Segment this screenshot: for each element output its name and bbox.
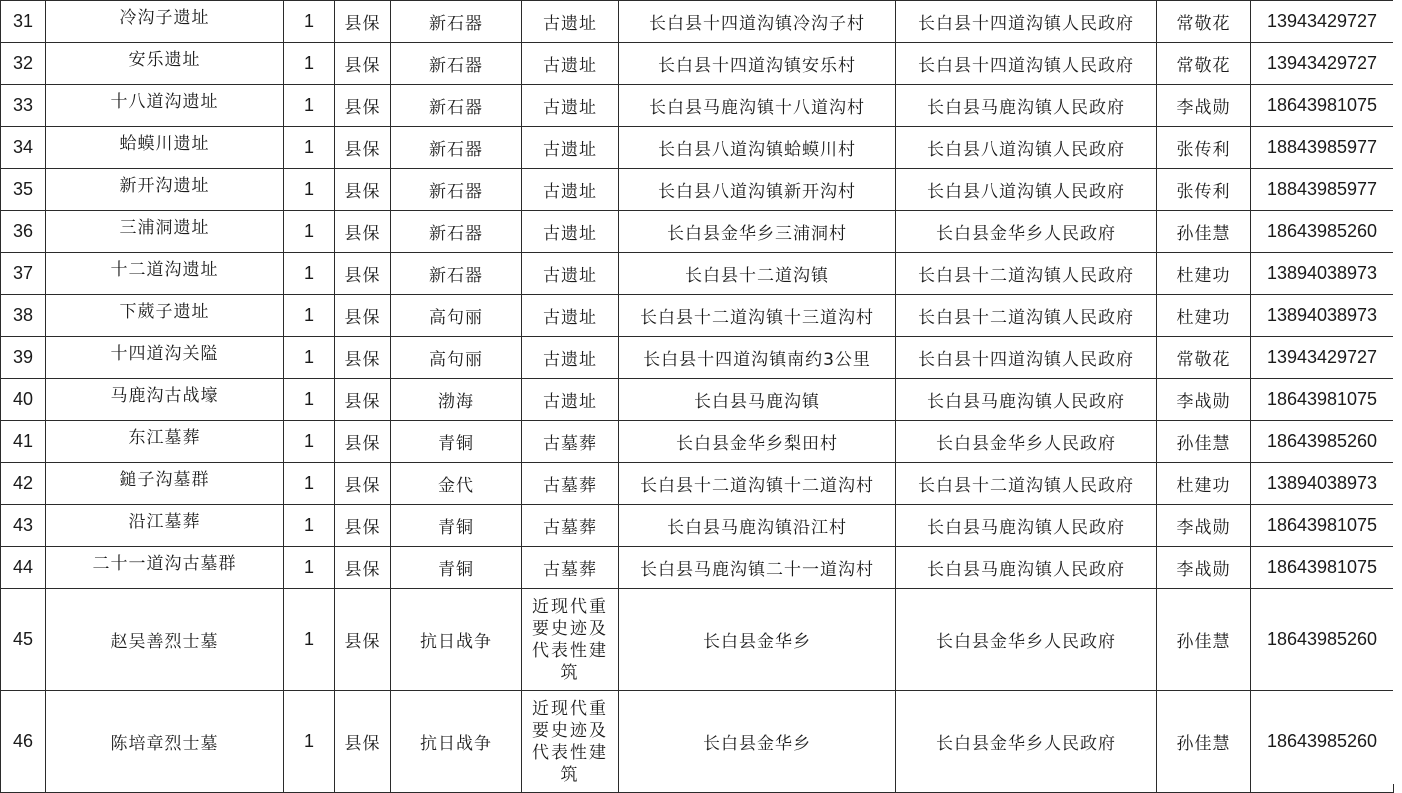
cell-responsible-unit: 长白县马鹿沟镇人民政府 bbox=[896, 379, 1157, 421]
cell-number: 37 bbox=[1, 253, 46, 295]
cell-location: 长白县马鹿沟镇 bbox=[619, 379, 896, 421]
cell-contact-person: 常敬花 bbox=[1157, 43, 1251, 85]
cell-era: 新石器 bbox=[391, 127, 522, 169]
cell-protection-level: 县保 bbox=[335, 295, 391, 337]
table-row bbox=[1, 547, 1394, 589]
cell-responsible-unit: 长白县金华乡人民政府 bbox=[896, 211, 1157, 253]
cell-site-name: 蛤蟆川遗址 bbox=[46, 127, 284, 169]
cell-number: 34 bbox=[1, 127, 46, 169]
cell-contact-person: 李战勋 bbox=[1157, 505, 1251, 547]
cell-location: 长白县金华乡 bbox=[619, 691, 896, 793]
cell-site-name: 东江墓葬 bbox=[46, 421, 284, 463]
cell-contact-person: 孙佳慧 bbox=[1157, 211, 1251, 253]
cell-phone: 13943429727 bbox=[1251, 337, 1394, 379]
cell-protection-level: 县保 bbox=[335, 169, 391, 211]
cell-category: 近现代重要史迹及代表性建筑 bbox=[522, 691, 619, 793]
cell-responsible-unit: 长白县八道沟镇人民政府 bbox=[896, 169, 1157, 211]
cell-count: 1 bbox=[284, 295, 335, 337]
cell-phone: 18843985977 bbox=[1251, 169, 1394, 211]
cell-era: 新石器 bbox=[391, 43, 522, 85]
cell-site-name: 二十一道沟古墓群 bbox=[46, 547, 284, 589]
cell-era: 渤海 bbox=[391, 379, 522, 421]
cell-count: 1 bbox=[284, 1, 335, 43]
cell-count: 1 bbox=[284, 169, 335, 211]
cell-site-name: 三浦洞遗址 bbox=[46, 211, 284, 253]
cell-location: 长白县十二道沟镇十三道沟村 bbox=[619, 295, 896, 337]
cell-era: 新石器 bbox=[391, 211, 522, 253]
cell-protection-level: 县保 bbox=[335, 43, 391, 85]
cell-site-name: 赵吴善烈士墓 bbox=[46, 589, 284, 691]
cell-category: 古遗址 bbox=[522, 253, 619, 295]
cell-phone: 18643981075 bbox=[1251, 505, 1394, 547]
table-row bbox=[1, 295, 1394, 337]
cell-protection-level: 县保 bbox=[335, 463, 391, 505]
cell-era: 高句丽 bbox=[391, 295, 522, 337]
cell-location: 长白县十二道沟镇 bbox=[619, 253, 896, 295]
cell-category: 古墓葬 bbox=[522, 463, 619, 505]
cell-category: 古墓葬 bbox=[522, 547, 619, 589]
cell-category: 古遗址 bbox=[522, 379, 619, 421]
table-row bbox=[1, 421, 1394, 463]
cell-category: 古墓葬 bbox=[522, 421, 619, 463]
cell-responsible-unit: 长白县十二道沟镇人民政府 bbox=[896, 295, 1157, 337]
cell-protection-level: 县保 bbox=[335, 589, 391, 691]
cell-category: 古遗址 bbox=[522, 211, 619, 253]
cell-protection-level: 县保 bbox=[335, 691, 391, 793]
cell-era: 青铜 bbox=[391, 547, 522, 589]
cell-protection-level: 县保 bbox=[335, 1, 391, 43]
cell-protection-level: 县保 bbox=[335, 421, 391, 463]
cell-responsible-unit: 长白县金华乡人民政府 bbox=[896, 421, 1157, 463]
cell-protection-level: 县保 bbox=[335, 505, 391, 547]
cell-contact-person: 常敬花 bbox=[1157, 337, 1251, 379]
cell-location: 长白县十四道沟镇安乐村 bbox=[619, 43, 896, 85]
table-row bbox=[1, 169, 1394, 211]
cell-count: 1 bbox=[284, 589, 335, 691]
cell-phone: 13894038973 bbox=[1251, 253, 1394, 295]
cell-category: 古遗址 bbox=[522, 127, 619, 169]
cell-site-name: 十二道沟遗址 bbox=[46, 253, 284, 295]
cell-category: 古遗址 bbox=[522, 337, 619, 379]
cell-number: 43 bbox=[1, 505, 46, 547]
cell-contact-person: 杜建功 bbox=[1157, 295, 1251, 337]
cell-count: 1 bbox=[284, 379, 335, 421]
table-row bbox=[1, 127, 1394, 169]
cell-location: 长白县马鹿沟镇沿江村 bbox=[619, 505, 896, 547]
cell-number: 38 bbox=[1, 295, 46, 337]
cell-count: 1 bbox=[284, 547, 335, 589]
cell-protection-level: 县保 bbox=[335, 547, 391, 589]
cell-phone: 18643981075 bbox=[1251, 547, 1394, 589]
cell-category: 古遗址 bbox=[522, 295, 619, 337]
cell-responsible-unit: 长白县十四道沟镇人民政府 bbox=[896, 337, 1157, 379]
cell-number: 31 bbox=[1, 1, 46, 43]
cell-location: 长白县马鹿沟镇十八道沟村 bbox=[619, 85, 896, 127]
cell-contact-person: 李战勋 bbox=[1157, 379, 1251, 421]
cell-protection-level: 县保 bbox=[335, 379, 391, 421]
cell-responsible-unit: 长白县马鹿沟镇人民政府 bbox=[896, 505, 1157, 547]
table-row bbox=[1, 379, 1394, 421]
cell-phone: 18643981075 bbox=[1251, 85, 1394, 127]
cell-phone: 18643985260 bbox=[1251, 421, 1394, 463]
table-row bbox=[1, 253, 1394, 295]
cell-era: 抗日战争 bbox=[391, 691, 522, 793]
cell-contact-person: 杜建功 bbox=[1157, 463, 1251, 505]
cell-number: 44 bbox=[1, 547, 46, 589]
table-row bbox=[1, 43, 1394, 85]
cell-protection-level: 县保 bbox=[335, 85, 391, 127]
cell-contact-person: 李战勋 bbox=[1157, 547, 1251, 589]
cell-number: 40 bbox=[1, 379, 46, 421]
cell-number: 45 bbox=[1, 589, 46, 691]
cell-number: 33 bbox=[1, 85, 46, 127]
cell-count: 1 bbox=[284, 85, 335, 127]
cell-count: 1 bbox=[284, 691, 335, 793]
cell-category: 古墓葬 bbox=[522, 505, 619, 547]
table-row bbox=[1, 463, 1394, 505]
cell-contact-person: 杜建功 bbox=[1157, 253, 1251, 295]
cell-number: 32 bbox=[1, 43, 46, 85]
cell-era: 新石器 bbox=[391, 169, 522, 211]
cell-count: 1 bbox=[284, 505, 335, 547]
cell-responsible-unit: 长白县十二道沟镇人民政府 bbox=[896, 463, 1157, 505]
cell-contact-person: 孙佳慧 bbox=[1157, 691, 1251, 793]
cell-contact-person: 张传利 bbox=[1157, 169, 1251, 211]
cell-site-name: 鎚子沟墓群 bbox=[46, 463, 284, 505]
cell-phone: 13943429727 bbox=[1251, 43, 1394, 85]
cell-responsible-unit: 长白县马鹿沟镇人民政府 bbox=[896, 85, 1157, 127]
cell-era: 新石器 bbox=[391, 253, 522, 295]
cell-number: 39 bbox=[1, 337, 46, 379]
sheet-margin bbox=[1393, 0, 1402, 784]
cell-site-name: 下葳子遗址 bbox=[46, 295, 284, 337]
cell-site-name: 十四道沟关隘 bbox=[46, 337, 284, 379]
cell-count: 1 bbox=[284, 211, 335, 253]
cell-location: 长白县八道沟镇蛤蟆川村 bbox=[619, 127, 896, 169]
cell-protection-level: 县保 bbox=[335, 337, 391, 379]
cell-contact-person: 李战勋 bbox=[1157, 85, 1251, 127]
cell-category: 古遗址 bbox=[522, 43, 619, 85]
cell-phone: 13894038973 bbox=[1251, 295, 1394, 337]
cell-phone: 18643985260 bbox=[1251, 211, 1394, 253]
cell-era: 高句丽 bbox=[391, 337, 522, 379]
cell-location: 长白县十四道沟镇南约3公里 bbox=[619, 337, 896, 379]
cell-responsible-unit: 长白县八道沟镇人民政府 bbox=[896, 127, 1157, 169]
cell-responsible-unit: 长白县马鹿沟镇人民政府 bbox=[896, 547, 1157, 589]
cell-protection-level: 县保 bbox=[335, 127, 391, 169]
cell-protection-level: 县保 bbox=[335, 253, 391, 295]
cell-site-name: 马鹿沟古战壕 bbox=[46, 379, 284, 421]
cell-responsible-unit: 长白县金华乡人民政府 bbox=[896, 691, 1157, 793]
cell-location: 长白县马鹿沟镇二十一道沟村 bbox=[619, 547, 896, 589]
cell-site-name: 陈培章烈士墓 bbox=[46, 691, 284, 793]
table-row bbox=[1, 85, 1394, 127]
table-row bbox=[1, 691, 1394, 793]
cell-era: 青铜 bbox=[391, 421, 522, 463]
cell-location: 长白县金华乡 bbox=[619, 589, 896, 691]
cell-phone: 18643985260 bbox=[1251, 589, 1394, 691]
cell-era: 抗日战争 bbox=[391, 589, 522, 691]
cell-site-name: 新开沟遗址 bbox=[46, 169, 284, 211]
cell-responsible-unit: 长白县金华乡人民政府 bbox=[896, 589, 1157, 691]
cell-category: 古遗址 bbox=[522, 85, 619, 127]
cell-site-name: 沿江墓葬 bbox=[46, 505, 284, 547]
cell-count: 1 bbox=[284, 337, 335, 379]
cell-phone: 18643981075 bbox=[1251, 379, 1394, 421]
cell-site-name: 安乐遗址 bbox=[46, 43, 284, 85]
table-row bbox=[1, 1, 1394, 43]
cell-number: 42 bbox=[1, 463, 46, 505]
cell-number: 41 bbox=[1, 421, 46, 463]
cell-number: 35 bbox=[1, 169, 46, 211]
cell-count: 1 bbox=[284, 127, 335, 169]
cell-contact-person: 常敬花 bbox=[1157, 1, 1251, 43]
cell-category: 古遗址 bbox=[522, 1, 619, 43]
table-row bbox=[1, 505, 1394, 547]
cell-contact-person: 孙佳慧 bbox=[1157, 421, 1251, 463]
cell-count: 1 bbox=[284, 463, 335, 505]
cell-number: 46 bbox=[1, 691, 46, 793]
cell-era: 金代 bbox=[391, 463, 522, 505]
cell-category: 古遗址 bbox=[522, 169, 619, 211]
cell-phone: 18643985260 bbox=[1251, 691, 1394, 793]
cell-responsible-unit: 长白县十四道沟镇人民政府 bbox=[896, 1, 1157, 43]
cell-phone: 13894038973 bbox=[1251, 463, 1394, 505]
cell-site-name: 冷沟子遗址 bbox=[46, 1, 284, 43]
table-row bbox=[1, 589, 1394, 691]
cell-count: 1 bbox=[284, 43, 335, 85]
cell-responsible-unit: 长白县十二道沟镇人民政府 bbox=[896, 253, 1157, 295]
cell-era: 青铜 bbox=[391, 505, 522, 547]
cell-phone: 13943429727 bbox=[1251, 1, 1394, 43]
cell-location: 长白县十二道沟镇十二道沟村 bbox=[619, 463, 896, 505]
cell-location: 长白县八道沟镇新开沟村 bbox=[619, 169, 896, 211]
cell-era: 新石器 bbox=[391, 1, 522, 43]
table-row bbox=[1, 211, 1394, 253]
cell-contact-person: 张传利 bbox=[1157, 127, 1251, 169]
cell-count: 1 bbox=[284, 253, 335, 295]
cell-category: 近现代重要史迹及代表性建筑 bbox=[522, 589, 619, 691]
cell-location: 长白县金华乡三浦洞村 bbox=[619, 211, 896, 253]
cell-protection-level: 县保 bbox=[335, 211, 391, 253]
cell-site-name: 十八道沟遗址 bbox=[46, 85, 284, 127]
table-body bbox=[1, 1, 1394, 793]
cell-count: 1 bbox=[284, 421, 335, 463]
cell-era: 新石器 bbox=[391, 85, 522, 127]
cell-number: 36 bbox=[1, 211, 46, 253]
cell-contact-person: 孙佳慧 bbox=[1157, 589, 1251, 691]
cell-responsible-unit: 长白县十四道沟镇人民政府 bbox=[896, 43, 1157, 85]
cell-location: 长白县金华乡梨田村 bbox=[619, 421, 896, 463]
cell-phone: 18843985977 bbox=[1251, 127, 1394, 169]
cell-location: 长白县十四道沟镇冷沟子村 bbox=[619, 1, 896, 43]
table-row bbox=[1, 337, 1394, 379]
